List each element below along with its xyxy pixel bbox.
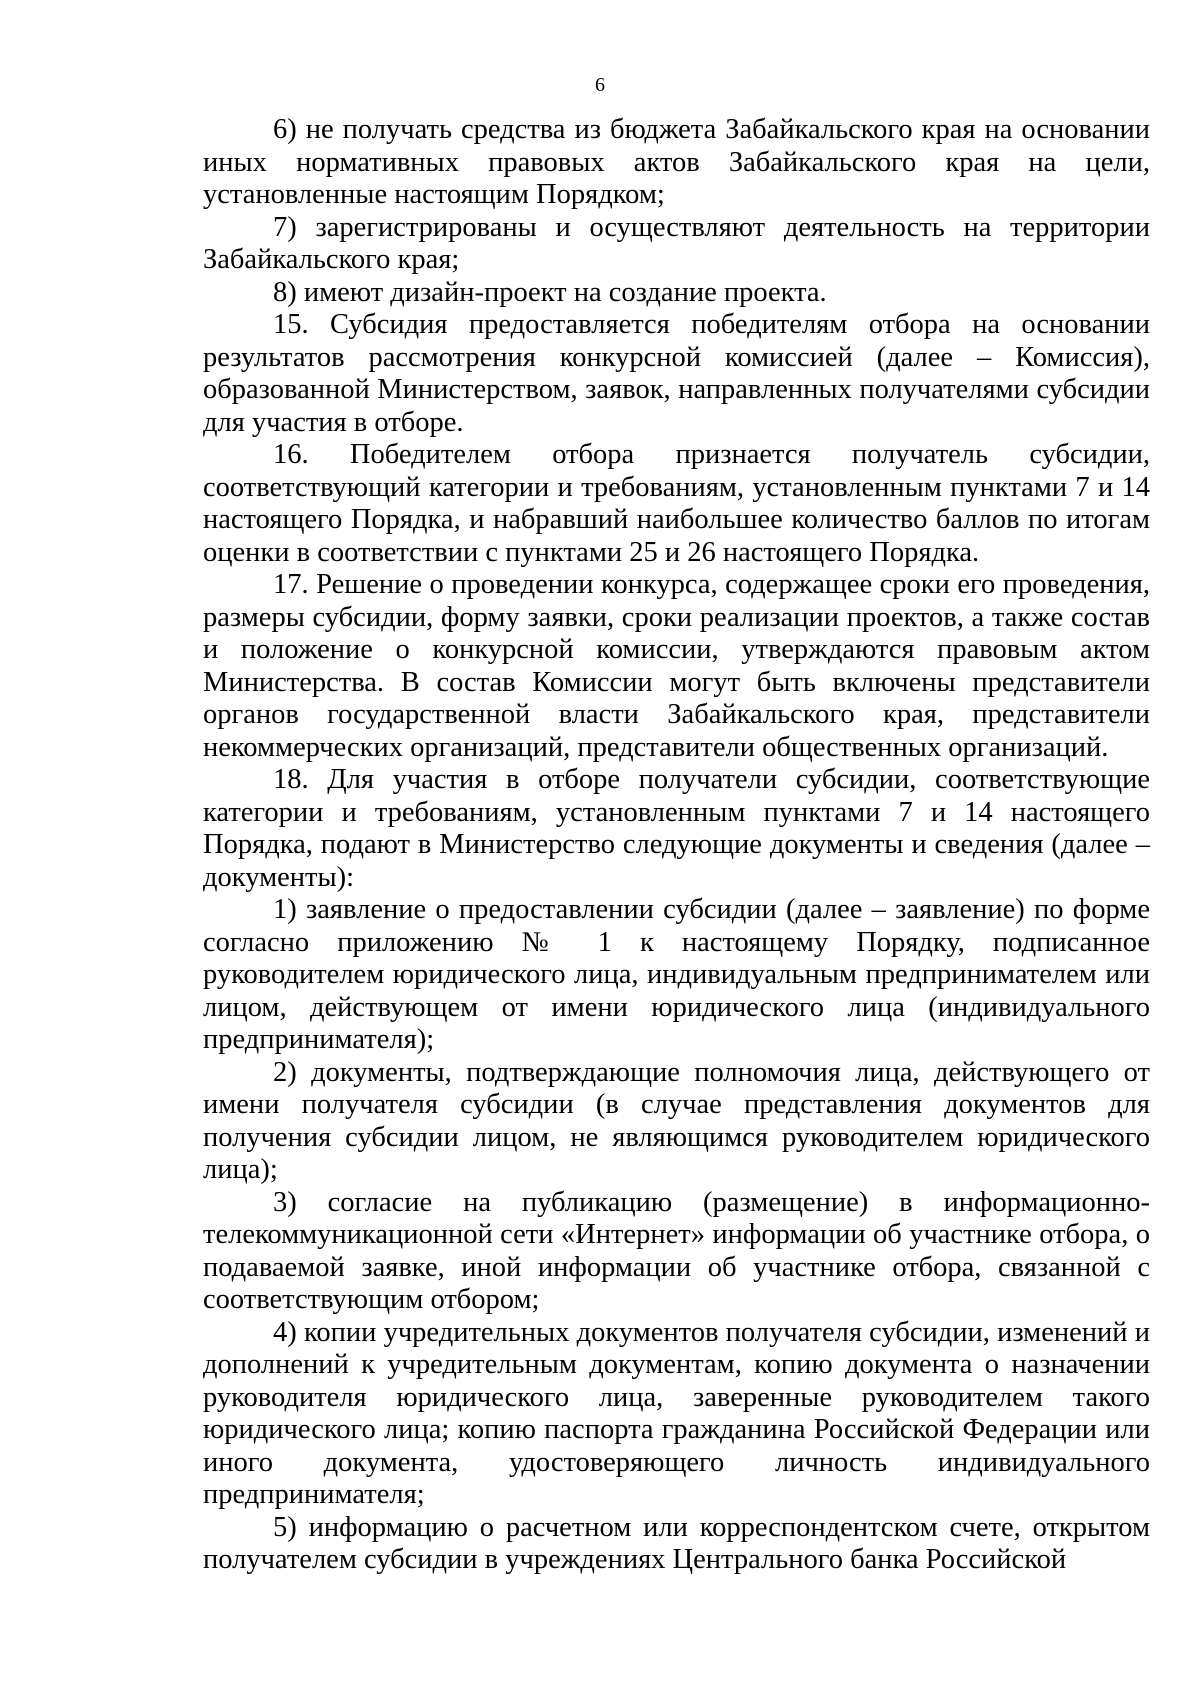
paragraph-clause-16: 16. Победителем отбора признается получатель субсидии, соответствующий категории и требованиям, установленным пунктами 7 и 14 настоящего Порядка, и набравший наибольшее количество баллов по итогам оценки в соответствии с пунктами 25 и 26 настоящего Порядка. — [203, 439, 1150, 568]
paragraph-doc-item-4: 4) копии учредительных документов получателя субсидии, изменений и дополнений к учредительным документам, копию документа о назначении руководителя юридического лица, заверенные руководителем такого юридического лица; копию паспорта гражданина Российской Федерации или иного документа, удостоверяющего личность индивидуального предпринимателя; — [203, 1316, 1150, 1510]
paragraph-clause-15: 15. Субсидия предоставляется победителям отбора на основании результатов рассмотрения конкурсной комиссией (далее – Комиссия), образованной Министерством, заявок, направленных получателями субсидии для участия в отборе. — [203, 309, 1150, 438]
paragraph-doc-item-1: 1) заявление о предоставлении субсидии (далее – заявление) по форме согласно приложению № 1 к настоящему Порядку, подписанное руководителем юридического лица, индивидуальным предпринимателем или лицом, действующем от имени юридического лица (индивидуального предпринимателя); — [203, 894, 1150, 1055]
paragraph-item-7: 7) зарегистрированы и осуществляют деятельность на территории Забайкальского края; — [203, 211, 1150, 275]
paragraph-item-8: 8) имеют дизайн-проект на создание проекта. — [273, 276, 827, 308]
paragraph-doc-item-3: 3) согласие на публикацию (размещение) в информационно-телекоммуникационной сети «Интернет» информации об участнике отбора, о подаваемой заявке, иной информации об участнике отбора, связанной с соответствующим отбором; — [203, 1186, 1150, 1315]
paragraph-clause-17: 17. Решение о проведении конкурса, содержащее сроки его проведения, размеры субсидии, форму заявки, сроки реализации проектов, а также состав и положение о конкурсной комиссии, утверждаются правовым актом Министерства. В состав Комиссии могут быть включены представители органов государственной власти Забайкальского края, представители некоммерческих организаций, представители общественных организаций. — [203, 569, 1150, 763]
document-body — [203, 114, 1150, 1577]
page-number: 6 — [595, 74, 605, 96]
paragraph-clause-18: 18. Для участия в отборе получатели субсидии, соответствующие категории и требованиям, установленным пунктами 7 и 14 настоящего Порядка, подают в Министерство следующие документы и сведения (далее – документы): — [203, 764, 1150, 893]
paragraph-doc-item-5: 5) информацию о расчетном или корреспондентском счете, открытом получателем субсидии в учреждениях Центрального банка Российской — [203, 1511, 1150, 1575]
paragraph-doc-item-2: 2) документы, подтверждающие полномочия лица, действующего от имени получателя субсидии (в случае представления документов для получения субсидии лицом, не являющимся руководителем юридического лица); — [203, 1056, 1150, 1185]
paragraph-item-6: 6) не получать средства из бюджета Забайкальского края на основании иных нормативных правовых актов Забайкальского края на цели, установленные настоящим Порядком; — [203, 114, 1150, 210]
